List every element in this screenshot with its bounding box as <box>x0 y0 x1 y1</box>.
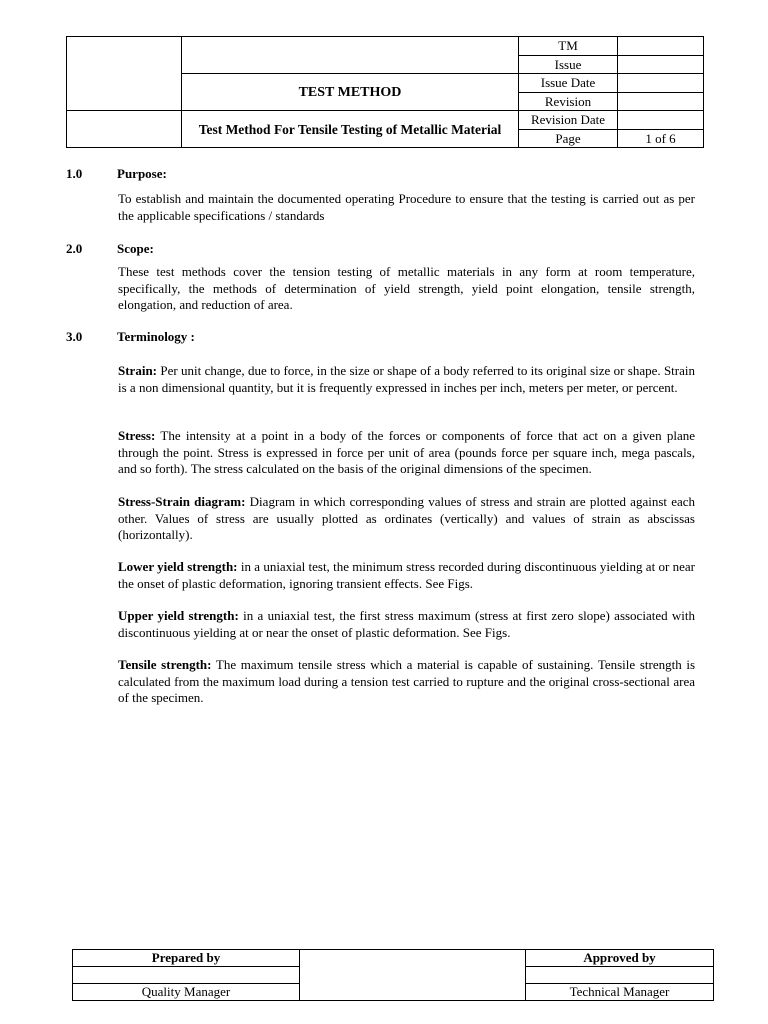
term-name: Upper yield strength: <box>118 608 239 623</box>
approved-by-signature <box>526 967 714 984</box>
term-stress-strain-diagram <box>118 494 695 544</box>
term-definition: Diagram in which corresponding values of stress and strain are plotted against each other. Values of stress are usually plotted as ordinates (vertically) and values of strain as abscissas (horizontally). <box>118 494 696 542</box>
revision-date-value <box>618 111 704 130</box>
issue-label: Issue <box>519 55 618 74</box>
term-definition: in a uniaxial test, the minimum stress recorded during discontinuous yielding at or near the onset of plastic deformation, ignoring transient effects. See Figs. <box>118 559 695 591</box>
prepared-by-label: Prepared by <box>73 950 300 967</box>
prepared-by-role: Quality Manager <box>73 984 300 1001</box>
logo-cell <box>67 37 182 111</box>
section-terminology-heading <box>66 329 696 346</box>
doc-title: Test Method For Tensile Testing of Metallic Material <box>182 111 519 148</box>
header-blank-cell <box>182 37 519 74</box>
term-name: Stress: <box>118 428 156 443</box>
term-definition: in a uniaxial test, the first stress maximum (stress at first zero slope) associated with discontinuous yielding at or near the onset of plastic deformation. See Figs. <box>118 608 696 640</box>
term-stress <box>118 428 695 478</box>
revision-label: Revision <box>519 92 618 111</box>
doc-type-title: TEST METHOD <box>182 74 519 111</box>
revision-value <box>618 92 704 111</box>
section-scope-heading <box>66 241 696 258</box>
section-number: 3.0 <box>66 329 83 344</box>
section-number: 1.0 <box>66 166 83 181</box>
section-title: Terminology : <box>117 329 195 344</box>
term-definition: Per unit change, due to force, in the size or shape of a body referred to its original size or shape. Strain is a non dimensional quantity, but it is frequently expressed in inches per inch, meters per meter, or percent. <box>118 363 696 395</box>
term-definition: The intensity at a point in a body of the forces or components of force that act on a given plane through the point. Stress is expressed in force per unit of area (pounds force per square inch, mega pascals, and so forth). The stress calculated on the basis of the original dimensions of the specimen. <box>118 428 696 476</box>
term-name: Lower yield strength: <box>118 559 238 574</box>
term-lower-yield-strength <box>118 559 695 592</box>
prepared-by-signature <box>73 967 300 984</box>
tm-label: TM <box>519 37 618 56</box>
term-upper-yield-strength <box>118 608 695 641</box>
scope-text: These test methods cover the tension testing of metallic materials in any form at room temperature, specifically, the methods of determination of yield strength, yield point elongation, tensile strength, elongation, and reduction of area. <box>118 264 695 312</box>
term-definition: The maximum tensile stress which a material is capable of sustaining. Tensile strength is calculated from the maximum load during a tension test carried to rupture and the original cross-sectional area of the specimen. <box>118 657 696 705</box>
approved-by-label: Approved by <box>526 950 714 967</box>
page-label: Page <box>519 129 618 148</box>
header-lower-blank-cell <box>67 111 182 148</box>
section-title: Purpose: <box>117 166 167 181</box>
term-name: Strain: <box>118 363 157 378</box>
page-number: 1 of 6 <box>618 129 704 148</box>
section-purpose-heading <box>66 166 696 183</box>
issue-date-value <box>618 74 704 93</box>
tm-value <box>618 37 704 56</box>
approved-by-role: Technical Manager <box>526 984 714 1001</box>
issue-date-label: Issue Date <box>519 74 618 93</box>
section-title: Scope: <box>117 241 154 256</box>
term-tensile-strength <box>118 657 695 707</box>
revision-date-label: Revision Date <box>519 111 618 130</box>
term-name: Tensile strength: <box>118 657 212 672</box>
issue-value <box>618 55 704 74</box>
approval-footer-table <box>72 949 714 1001</box>
section-number: 2.0 <box>66 241 83 256</box>
footer-center-blank-cell <box>300 950 526 1001</box>
term-strain <box>118 363 695 396</box>
document-header-table <box>66 36 704 148</box>
term-name: Stress-Strain diagram: <box>118 494 246 509</box>
purpose-text: To establish and maintain the documented operating Procedure to ensure that the testing is carried out as per the applicable specifications / standards <box>118 191 695 223</box>
